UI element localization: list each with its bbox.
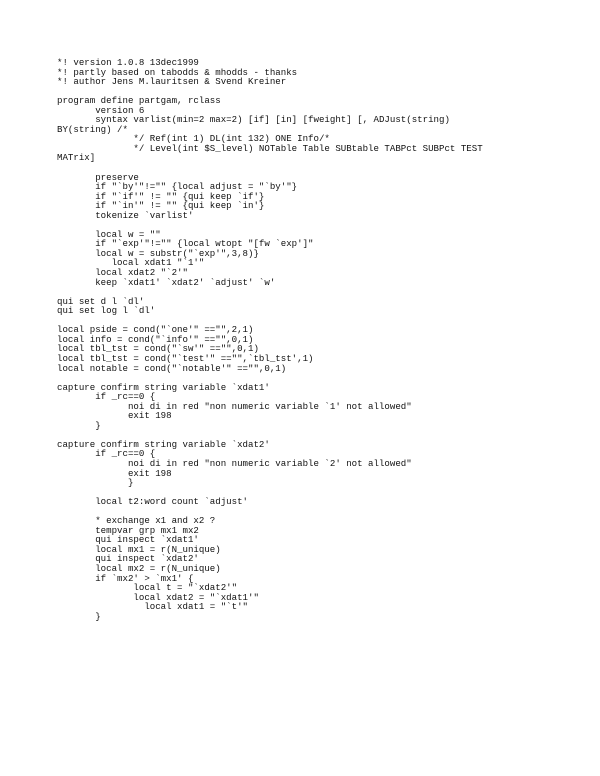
code-line: if "`by'"!="" {local adjust = "`by'"} xyxy=(57,181,298,193)
code-line: local tbl_tst = cond("`sw'" =="",0,1) xyxy=(57,343,259,355)
code-line: local pside = cond("`one'" =="",2,1) xyxy=(57,324,254,336)
code-line: exit 198 xyxy=(57,410,172,422)
code-line: local tbl_tst = cond("`test'" =="",`tbl_tst',1) xyxy=(57,352,314,364)
code-line: local info = cond("`info'" =="",0,1) xyxy=(57,333,254,345)
code-line: */ Level(int $S_level) NOTable Table SUBtable TABPct SUBPct TEST xyxy=(57,142,483,154)
code-line: local xdat2 "`2'" xyxy=(57,267,188,279)
code-line: */ Ref(int 1) DL(int 132) ONE Info/* xyxy=(57,133,330,145)
code-line: if _rc==0 { xyxy=(57,391,156,403)
code-line: tempvar grp mx1 mx2 xyxy=(57,524,199,536)
code-line: local notable = cond("`notable'" =="",0,1) xyxy=(57,362,287,374)
code-line: *! version 1.0.8 13dec1999 xyxy=(57,57,199,68)
code-line: local xdat1 = "`t'" xyxy=(57,601,248,613)
code-line: } xyxy=(57,477,134,489)
code-line: local t = "`xdat2'" xyxy=(57,582,238,594)
code-line: exit 198 xyxy=(57,467,172,479)
code-line: local w = substr("`exp'",3,8)} xyxy=(57,247,259,259)
code-line: program define partgam, rclass xyxy=(57,95,221,107)
code-line: * exchange x1 and x2 ? xyxy=(57,515,216,527)
code-line: if "`in'" != "" {qui keep `in'} xyxy=(57,200,265,212)
code-line: if `mx2' > `mx1' { xyxy=(57,572,194,584)
code-line: MATrix] xyxy=(57,152,96,164)
code-line: capture confirm string variable `xdat2' xyxy=(57,438,270,450)
code-line: qui set d l `dl' xyxy=(57,295,145,307)
code-line: qui set log l `dl' xyxy=(57,305,156,317)
code-line: tokenize `varlist' xyxy=(57,209,194,221)
code-line: qui inspect `xdat2' xyxy=(57,553,199,565)
code-line: local w = "" xyxy=(57,228,161,240)
code-line: local t2:word count `adjust' xyxy=(57,496,248,508)
code-line: version 6 xyxy=(57,104,145,116)
code-line: keep `xdat1' `xdat2' `adjust' `w' xyxy=(57,276,276,288)
code-line: qui inspect `xdat1' xyxy=(57,534,199,546)
code-line: preserve xyxy=(57,171,139,183)
code-line: capture confirm string variable `xdat1' xyxy=(57,381,270,393)
code-line: noi di in red "non numeric variable `2' not allowed" xyxy=(57,457,412,469)
code-line: *! author Jens M.lauritsen & Svend Kreiner xyxy=(57,76,287,88)
code-line: *! partly based on tabodds & mhodds - thanks xyxy=(57,66,298,78)
code-line: local xdat1 "`1'" xyxy=(57,257,205,269)
code-line: BY(string) /* xyxy=(57,123,128,135)
code-line: syntax varlist(min=2 max=2) [if] [in] [fweight] [, ADJust(string) xyxy=(57,114,450,126)
code-line: } xyxy=(57,419,101,431)
code-listing xyxy=(57,58,577,621)
code-line: if _rc==0 { xyxy=(57,448,156,460)
code-line: local xdat2 = "`xdat1'" xyxy=(57,591,259,603)
code-line: if "`if'" != "" {qui keep `if'} xyxy=(57,190,265,202)
code-line: local mx2 = r(N_unique) xyxy=(57,562,221,574)
code-line: if "`exp'"!="" {local wtopt "[fw `exp']" xyxy=(57,238,314,250)
code-line: noi di in red "non numeric variable `1' not allowed" xyxy=(57,400,412,412)
code-line: } xyxy=(57,610,101,622)
code-line: local mx1 = r(N_unique) xyxy=(57,543,221,555)
